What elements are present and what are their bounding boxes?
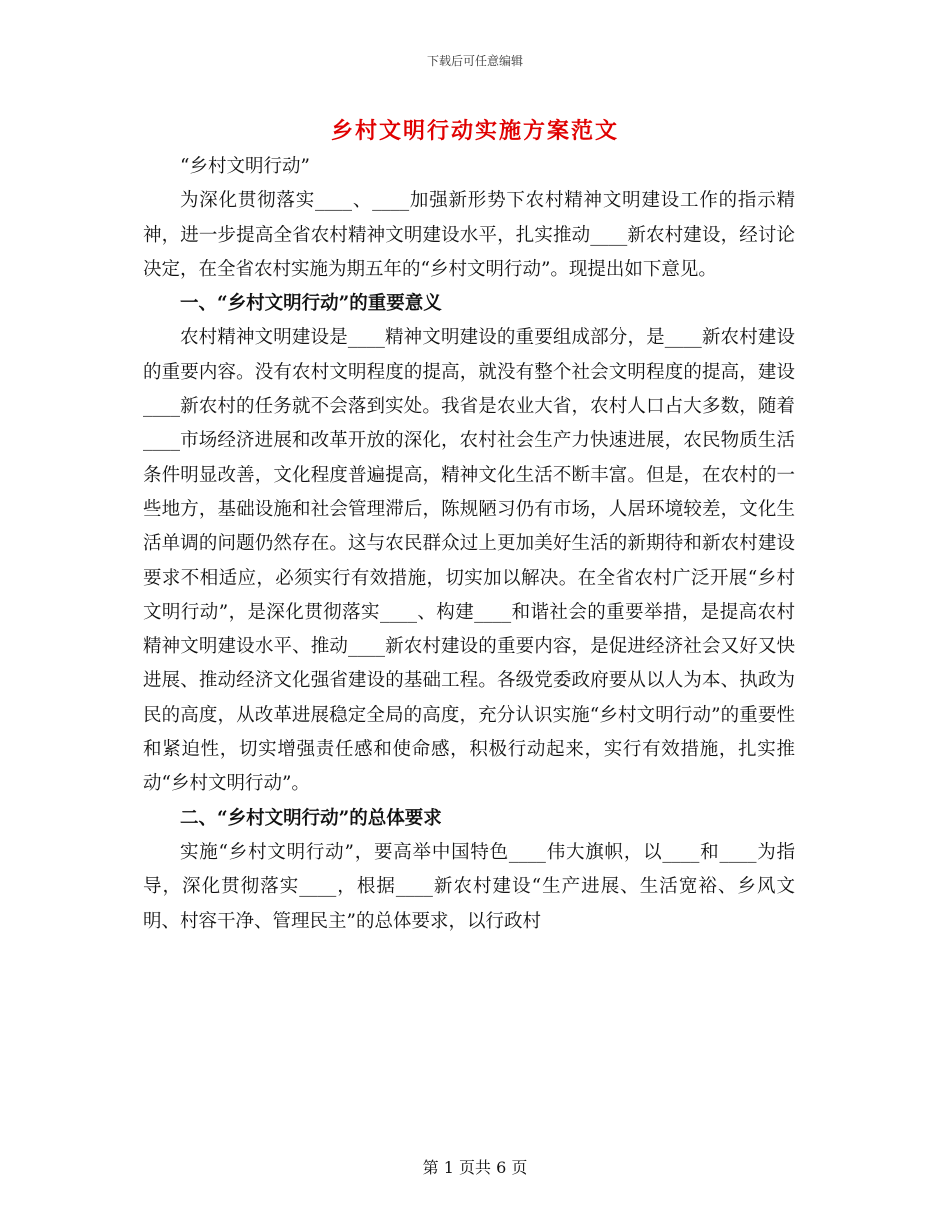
document-title: 乡村文明行动实施方案范文: [330, 118, 619, 144]
section-heading-1: 一、“乡村文明行动”的重要意义: [180, 293, 442, 315]
document-body: [143, 150, 795, 939]
paragraph-requirements: 实施“乡村文明行动”，要高举中国特色____伟大旗帜，以____和____为指导，深化贯彻落实____，根据____新农村建设“生产进展、生活宽裕、乡风文明、村容干净、管理民主”的总体要求，以行政村: [143, 841, 795, 932]
page-header-note: 下载后可任意编辑: [426, 54, 523, 68]
page-footer: 第 1 页共 6 页: [422, 1158, 528, 1177]
paragraph-intro: 为深化贯彻落实____、____加强新形势下农村精神文明建设工作的指示精神，进一步提高全省农村精神文明建设水平，扎实推动____新农村建设，经讨论决定，在全省农村实施为期五年的“乡村文明行动”。现提出如下意见。: [143, 190, 795, 280]
paragraph-significance: 农村精神文明建设是____精神文明建设的重要组成部分，是____新农村建设的重要内容。没有农村文明程度的提高，就没有整个社会文明程度的提高，建设____新农村的任务就不会落到实处。我省是农业大省，农村人口占大多数，随着____市场经济进展和改革开放的深化，农村社会生产力快速进展，农民物质生活条件明显改善，文化程度普遍提高，精神文化生活不断丰富。但是，在农村的一些地方，基础设施和社会管理滞后，陈规陋习仍有市场，人居环境较差，文化生活单调的问题仍然存在。这与农民群众过上更加美好生活的新期待和新农村建设要求不相适应，必须实行有效措施，切实加以解决。在全省农村广泛开展“乡村文明行动”，是深化贯彻落实____、构建____和谐社会的重要举措，是提高农村精神文明建设水平、推动____新农村建设的重要内容，是促进经济社会又好又快进展、推动经济文化强省建设的基础工程。各级党委政府要从以人为本、执政为民的高度，从改革进展稳定全局的高度，充分认识实施“乡村文明行动”的重要性和紧迫性，切实增强责任感和使命感，积极行动起来，实行有效措施，扎实推动“乡村文明行动”。: [143, 327, 795, 795]
paragraph-subtitle: “乡村文明行动”: [180, 156, 310, 177]
section-heading-2: 二、“乡村文明行动”的总体要求: [180, 807, 442, 829]
